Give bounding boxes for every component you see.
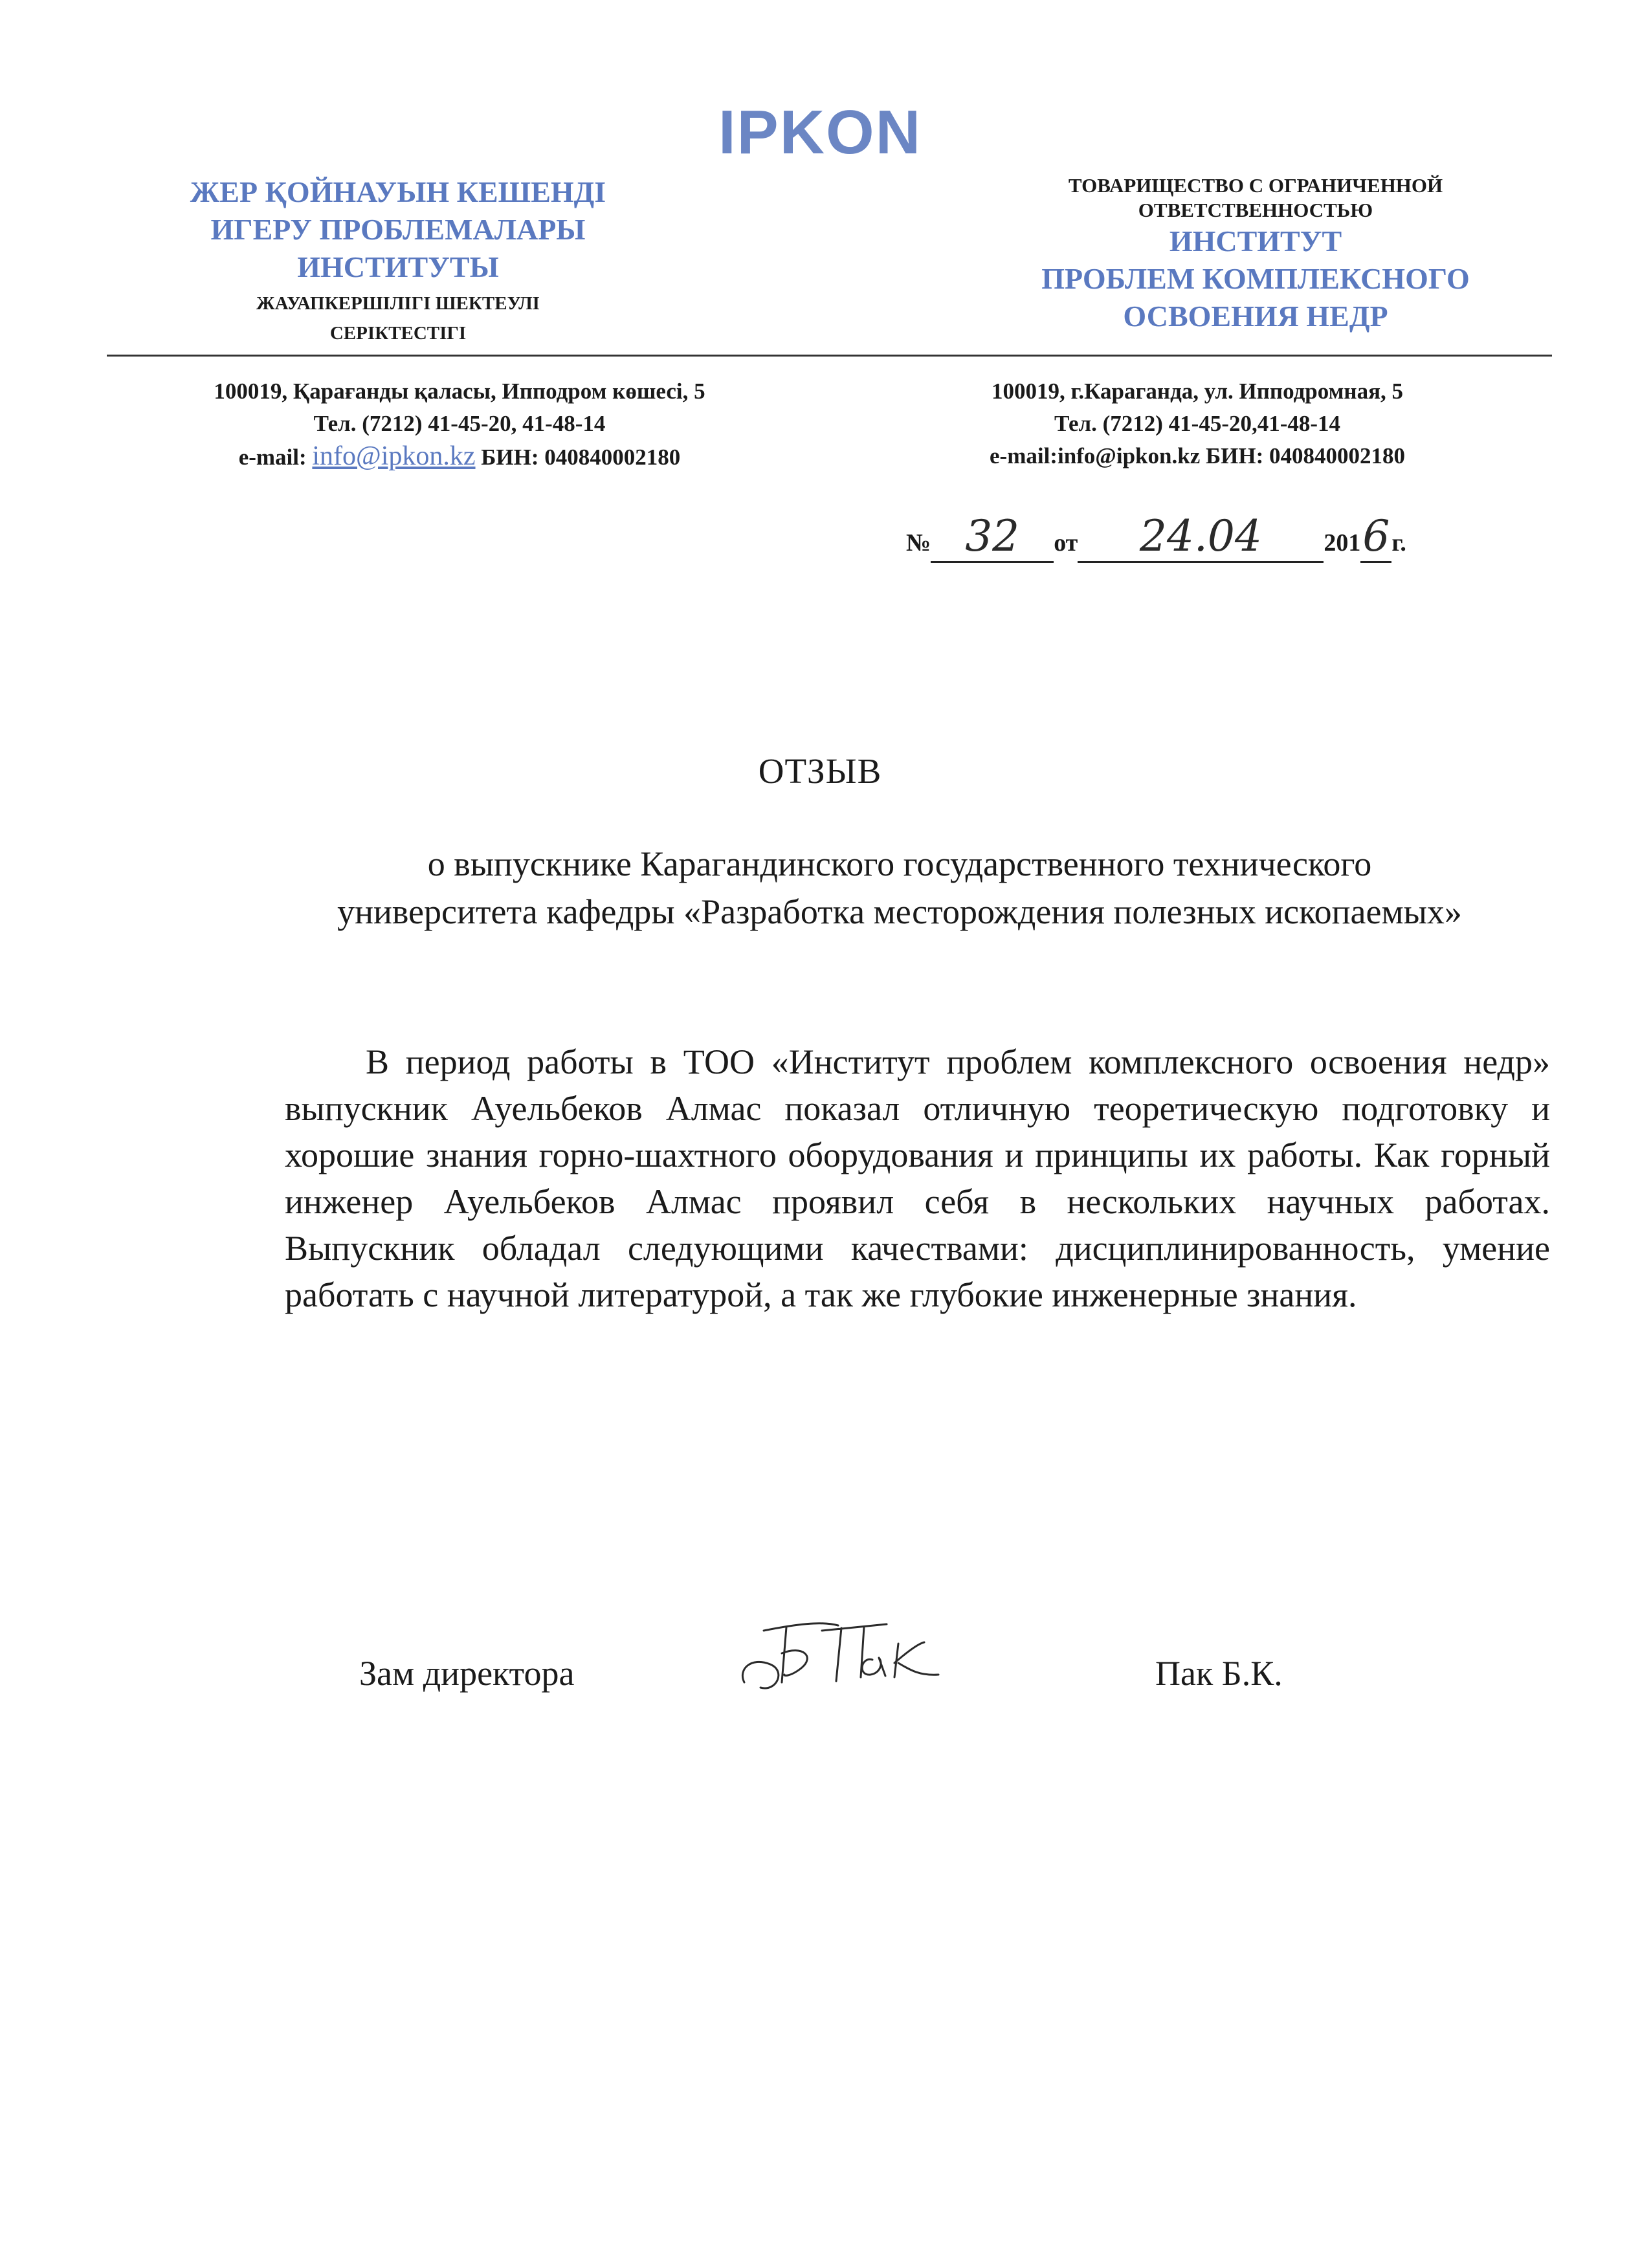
ru-name-line-2: ПРОБЛЕМ КОМПЛЕКСНОГО xyxy=(1041,262,1470,295)
kz-legal-line-1: ЖАУАПКЕРШІЛІГІ ШЕКТЕУЛІ xyxy=(256,293,540,314)
company-logo: IPKON xyxy=(718,98,922,167)
document-subtitle xyxy=(272,840,1527,936)
handwritten-signature xyxy=(725,1605,971,1708)
header-divider xyxy=(107,355,1552,357)
kz-legal-line-2: СЕРІКТЕСТІГІ xyxy=(329,323,467,344)
address-ru-email-line: e-mail:info@ipkon.kz БИН: 040840002180 xyxy=(990,443,1405,468)
ref-number: 32 xyxy=(965,511,1020,561)
address-ru-phone: Тел. (7212) 41-45-20,41-48-14 xyxy=(1054,411,1341,436)
address-ru xyxy=(906,375,1489,472)
ref-from-label: от xyxy=(1054,529,1078,556)
document-reference xyxy=(906,511,1489,563)
ref-no-label: № xyxy=(906,529,931,556)
ref-date: 24.04 xyxy=(1139,511,1262,561)
ref-year-suffix: г. xyxy=(1391,529,1406,556)
address-ru-street: 100019, г.Караганда, ул. Ипподромная, 5 xyxy=(991,379,1404,404)
subtitle-line-1: о выпускнике Карагандинского государственного технического xyxy=(427,844,1372,883)
ru-legal-line-2: ОТВЕТСТВЕННОСТЬЮ xyxy=(1138,199,1373,221)
address-kz-phone: Тел. (7212) 41-45-20, 41-48-14 xyxy=(313,411,606,436)
kz-name-line-3: ИНСТИТУТЫ xyxy=(297,250,499,283)
kz-name-line-2: ИГЕРУ ПРОБЛЕМАЛАРЫ xyxy=(210,213,586,246)
kz-name-line-1: ЖЕР ҚОЙНАУЫН КЕШЕНДІ xyxy=(190,175,606,208)
ref-year-prefix: 201 xyxy=(1324,529,1361,556)
address-kz-email-line xyxy=(136,440,783,474)
letterhead-ru xyxy=(990,173,1521,335)
signatory-position: Зам директора xyxy=(359,1654,575,1693)
body-paragraph: В период работы в ТОО «Институт проблем комплексного освоения недр» выпускник Ауельбеков Алмас показал отличную теоретическую подготовку и хорошие знания горно-шахтного оборудования и принципы их работы. Как горный инженер Ауельбеков Алмас проявил себя в нескольких научных работах. Выпускник обладал следующими качествами: дисциплинированность, умение работать с научной литературой, а так же глубокие инженерные знания. xyxy=(285,1042,1550,1314)
subtitle-line-2: университета кафедры «Разработка месторождения полезных ископаемых» xyxy=(337,892,1462,931)
ru-name-line-1: ИНСТИТУТ xyxy=(1169,225,1342,258)
address-kz-street: 100019, Қарағанды қаласы, Ипподром көшесі, 5 xyxy=(214,379,705,404)
document-title: ОТЗЫВ xyxy=(758,751,882,791)
address-kz xyxy=(136,375,783,474)
email-label: e-mail: xyxy=(238,445,307,470)
ru-name-line-3: ОСВОЕНИЯ НЕДР xyxy=(1123,300,1388,333)
ref-year-digit: 6 xyxy=(1362,511,1390,561)
email-link[interactable]: info@ipkon.kz xyxy=(312,441,476,471)
bin-kz: БИН: 040840002180 xyxy=(481,445,681,470)
letterhead-kz xyxy=(152,173,644,346)
signatory-name: Пак Б.К. xyxy=(1155,1654,1283,1693)
ru-legal-line-1: ТОВАРИЩЕСТВО С ОГРАНИЧЕННОЙ xyxy=(1068,174,1443,197)
